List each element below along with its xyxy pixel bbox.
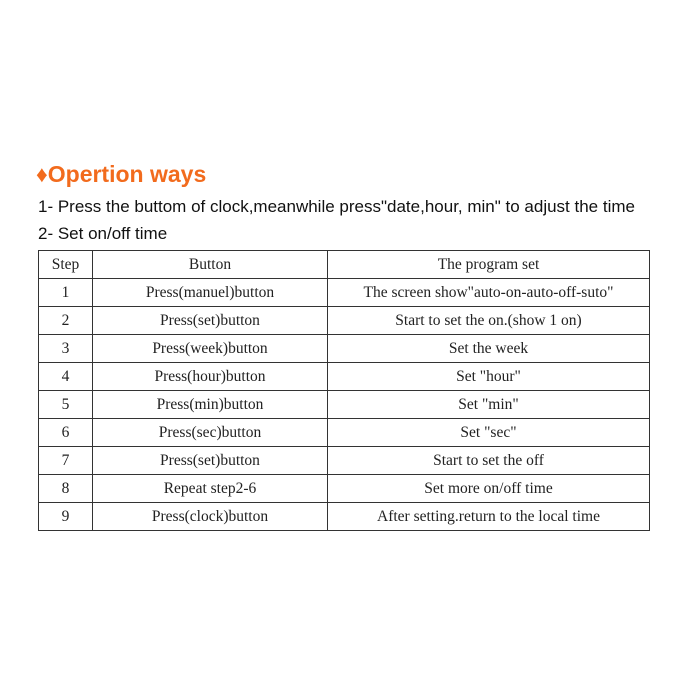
step-cell: 8 [39, 475, 93, 503]
program-cell: Set "sec" [328, 419, 650, 447]
step-cell: 9 [39, 503, 93, 531]
instruction-line-1: 1- Press the buttom of clock,meanwhile press"date,hour, min" to adjust the time [38, 197, 635, 216]
step-cell: 3 [39, 335, 93, 363]
table-row [39, 363, 650, 391]
program-cell: After setting.return to the local time [328, 503, 650, 531]
header-program-set: The program set [328, 251, 650, 279]
diamond-bullet-icon: ♦ [36, 161, 48, 187]
table-row [39, 419, 650, 447]
section-heading-text: Opertion ways [47, 161, 207, 187]
button-cell: Press(set)button [93, 307, 328, 335]
button-cell: Press(sec)button [93, 419, 328, 447]
step-cell: 5 [39, 391, 93, 419]
button-cell: Press(hour)button [93, 363, 328, 391]
table-header-row [39, 251, 650, 279]
table-row [39, 503, 650, 531]
table-row [39, 447, 650, 475]
button-cell: Press(week)button [93, 335, 328, 363]
header-step: Step [39, 251, 93, 279]
program-steps-table [38, 250, 650, 531]
program-cell: Set "hour" [328, 363, 650, 391]
table-row [39, 475, 650, 503]
step-cell: 6 [39, 419, 93, 447]
button-cell: Press(min)button [93, 391, 328, 419]
table-row [39, 307, 650, 335]
step-cell: 4 [39, 363, 93, 391]
program-cell: The screen show"auto-on-auto-off-suto" [328, 279, 650, 307]
program-cell: Start to set the on.(show 1 on) [328, 307, 650, 335]
header-button: Button [93, 251, 328, 279]
instruction-line-2: 2- Set on/off time [38, 224, 168, 243]
step-cell: 1 [39, 279, 93, 307]
program-cell: Set "min" [328, 391, 650, 419]
table-row [39, 335, 650, 363]
button-cell: Press(manuel)button [93, 279, 328, 307]
table-row [39, 279, 650, 307]
program-cell: Set more on/off time [328, 475, 650, 503]
button-cell: Press(clock)button [93, 503, 328, 531]
section-heading [36, 161, 206, 188]
table-row [39, 391, 650, 419]
button-cell: Press(set)button [93, 447, 328, 475]
button-cell: Repeat step2-6 [93, 475, 328, 503]
program-cell: Start to set the off [328, 447, 650, 475]
step-cell: 2 [39, 307, 93, 335]
step-cell: 7 [39, 447, 93, 475]
program-cell: Set the week [328, 335, 650, 363]
